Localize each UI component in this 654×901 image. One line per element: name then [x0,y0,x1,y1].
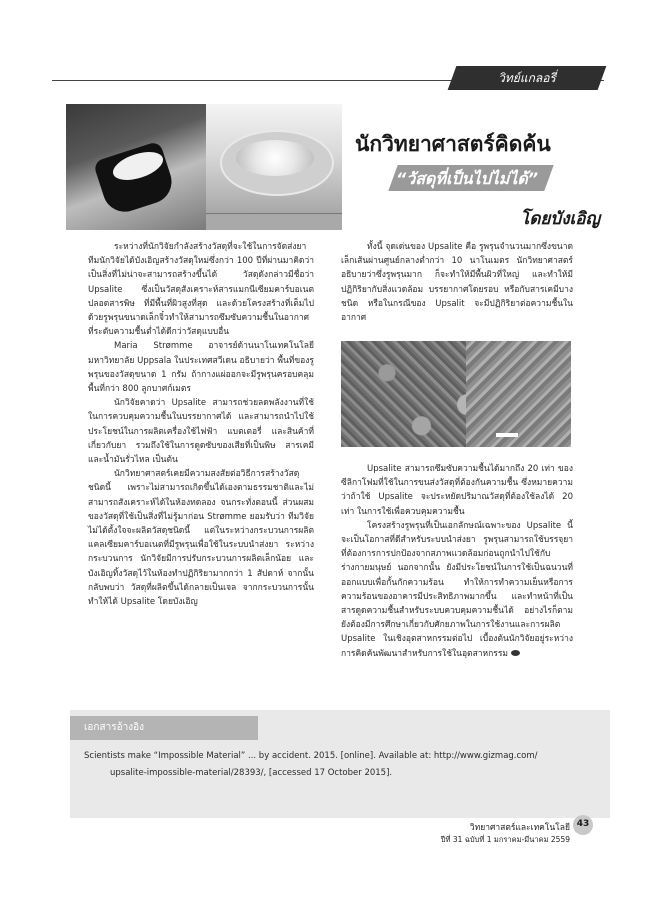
left-column [88,240,314,609]
end-of-article-icon [511,650,520,656]
upsalite-dish-photo [206,104,342,230]
article-byline: โดยบังเอิญ [520,209,600,229]
right-column-bottom [341,462,573,661]
paragraph: โครงสร้างรูพรุนที่เป็นเอกลักษณ์เฉพาะของ Upsalite นี้ จะเป็นโอกาสที่ดีสำหรับระบบนำส่งยา รูพรุนสามารถใช้บรรจุยาที่ต้องการการปกป้องจากสภาพแวดล้อมก่อนถูกนำไปใช้กับร่างกายมนุษย์ นอกจากนั้น ยังมีประโยชน์ในการใช้เป็นฉนวนที่ออกแบบเพื่อกั้นกักความร้อน ทำให้การทำความเย็นหรือการความร้อนของอาคารมีประสิทธิภาพมากขึ้น และทำหน้าที่เป็นสารดูดความชื้นสำหรับระบบควบคุมความชื้นได้ อย่างไรก็ตาม ยังต้องมีการศึกษาเกี่ยวกับศักยภาพในการใช้งานและการผลิต Upsalite ในเชิงอุตสาหกรรมต่อไป เบื้องต้นนักวิจัยอยู่ระหว่างการคิดค้นพัฒนาสำหรับการใช้ในอุตสาหกรรม [341,520,573,659]
paragraph: นักวิจัยคาดว่า Upsalite สามารถช่วยลดพลังงานที่ใช้ในการควบคุมความชื้นในบรรยากาศได้ และสามารถนำไปใช้ประโยชน์ในการผลิตเครื่องใช้ไฟฟ้า แบตเตอรี่ และสินค้าที่เกี่ยวกับยา รวมถึงใช้ในการดูดซับของเสียที่เป็นพิษ สารเคมี และน้ำมันรั่วไหล เป็นต้น [88,398,314,466]
upsalite-cup-photo [66,104,206,230]
paragraph: นักวิทยาศาสตร์เคยมีความสงสัยต่อวิธีการสร้างวัสดุชนิดนี้ เพราะไม่สามารถเกิดขึ้นได้เองตามธรรมชาติและไม่สามารถสังเคราะห์ได้ในห้องทดลอง จนกระทั่งตอนนี้ ส่วนผสมของวัสดุที่ใช้เป็นสิ่งที่ไม่รู้มาก่อน Strømme ยอมรับว่า ทีมวิจัยไม่ได้ตั้งใจจะผลิตวัสดุชนิดนี้ แต่ในระหว่างกระบวนการผลิตแคลเซียมคาร์บอเนตที่มีรูพรุนเพื่อใช้ในระบบนำส่งยา ระหว่างกระบวนการ นักวิจัยมีการปรับกระบวนการผลิตเล็กน้อย และบังเอิญทิ้งวัสดุไว้ในห้องทำปฏิกิริยามากกว่า 1 สัปดาห์ จากนั้นกลับพบว่า วัสดุที่ผลิตขึ้นได้กลายเป็นเจล จากกระบวนการนั้นทำให้ได้ Upsalite โดยบังเอิญ [88,469,314,608]
paragraph: ระหว่างที่นักวิจัยกำลังสร้างวัสดุที่จะใช้ในการจัดส่งยา ทีมนักวิจัยได้บังเอิญสร้างวัสดุใหม่ซึ่งกว่า 100 ปีที่ผ่านมาคิดว่าเป็นสิ่งที่ไม่น่าจะสามารถสร้างขึ้นได้ วัสดุดังกล่าวมีชื่อว่า Upsalite ซึ่งเป็นวัสดุสังเคราะห์สารแมกนีเซียมคาร์บอเนตปลอดสารพิษ ที่มีพื้นที่ผิวสูงที่สุด และด้วยโครงสร้างที่เต็มไปด้วยรูพรุนขนาดเล็กจิ๋วทำให้สามารถซึมซับความชื้นในอากาศที่ระดับความชื้นต่ำได้ดีกว่าวัสดุแบบอื่น [88,242,314,338]
issue-info: ปีที่ 31 ฉบับที่ 1 มกราคม-มีนาคม 2559 [440,835,570,844]
reference-entry [84,748,599,782]
magazine-title: วิทยาศาสตร์และเทคโนโลยี [469,823,570,833]
right-column-top [341,240,573,325]
article-subtitle: “วัสดุที่เป็นไปไม่ได้” [396,169,539,188]
paragraph: Maria Strømme อาจารย์ด้านนาโนเทคโนโลยีมหาวิทยาลัย Uppsala ในประเทศสวีเดน อธิบายว่า พื้นที่ของรูพรุนของวัสดุขนาด 1 กรัม ถ้ากางแผ่ออกจะมีรูพรุนครอบคลุมพื้นที่กว่า 800 ลูกบาศก์เมตร [88,341,314,395]
reference-line-continued: upsalite-impossible-material/28393/, [accessed 17 October 2015]. [110,768,393,778]
paragraph: Upsalite สามารถซึมซับความชื้นได้มากถึง 20 เท่า ของซีลิกาโฟมที่ใช้ในการขนส่งวัสดุที่ต้องกันความชื้น ซึ่งหมายความว่าถ้าใช้ Upsalite จะประหยัดปริมาณวัสดุที่ต้องใช้ลงได้ 20 เท่า ในการใช้เพื่อควบคุมความชื้น [341,464,573,517]
paragraph: ทั้งนี้ จุดเด่นของ Upsalite คือ รูพรุนจำนวนมากซึ่งขนาดเล็กเส้นผ่านศูนย์กลางต่ำกว่า 10 นาโนเมตร นักวิทยาศาสตร์อธิบายว่าซึ่งรูพรุนมาก ก็จะทำให้มีพื้นผิวที่ใหญ่ และทำให้มีปฏิกิริยากับสิ่งแวดล้อม บรรยากาศโดยรอบ หรือกับสารเคมีบางชนิด หรือในกรณีของ Upsalit จะมีปฏิกิริยาต่อความชื้นในอากาศ [341,242,573,324]
page-number: 43 [576,819,590,829]
ruler-shape [206,213,342,230]
paragraph-with-end-mark [341,519,573,661]
article-title: นักวิทยาศาสตร์คิดค้น [355,132,551,156]
microscope-inset-image [466,341,571,447]
references-title: เอกสารอ้างอิง [84,722,144,733]
scale-bar [496,433,518,437]
section-tab [448,66,607,90]
reference-line: Scientists make “Impossible Material” ... by accident. 2015. [online]. Available at: http://www.gizmag.com/ [84,751,538,761]
crystals-shape [236,140,314,176]
section-label: วิทย์แกลอรี่ [498,71,556,85]
